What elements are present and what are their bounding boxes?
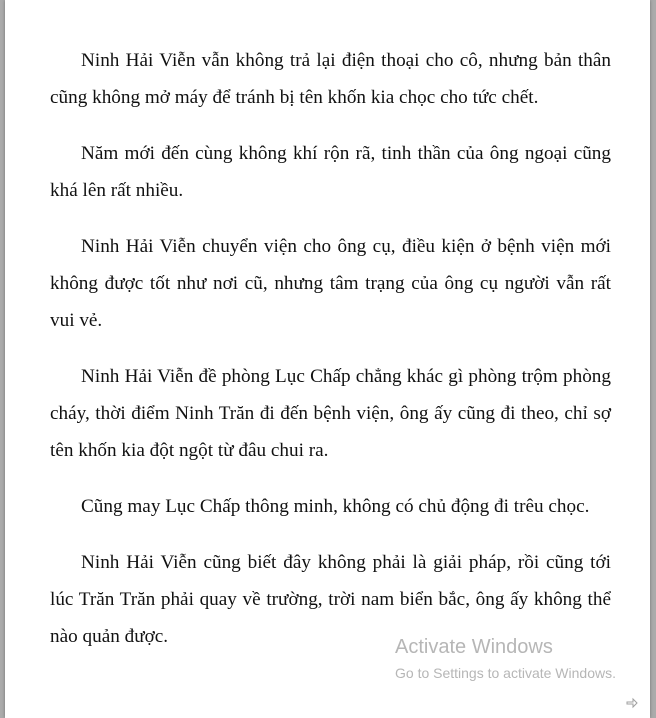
activation-watermark — [395, 634, 616, 684]
page-corner-arrow-icon — [626, 694, 638, 706]
paragraph: Ninh Hải Viễn vẫn không trả lại điện thoại cho cô, nhưng bản thân cũng không mở máy để tránh bị tên khốn kia chọc cho tức chết. — [50, 50, 611, 108]
watermark-subtitle: Go to Settings to activate Windows. — [395, 665, 616, 681]
paragraph: Ninh Hải Viễn cũng biết đây không phải là giải pháp, rồi cũng tới lúc Trăn Trăn phải quay về trường, trời nam biển bắc, ông ấy không thể nào quản được. — [50, 552, 611, 647]
paragraph: Ninh Hải Viễn chuyển viện cho ông cụ, điều kiện ở bệnh viện mới không được tốt như nơi cũ, nhưng tâm trạng của ông cụ người vẫn rất vui vẻ. — [50, 236, 611, 331]
paragraph: Năm mới đến cùng không khí rộn rã, tinh thần của ông ngoại cũng khá lên rất nhiều. — [50, 143, 611, 201]
paragraph: Cũng may Lục Chấp thông minh, không có chủ động đi trêu chọc. — [81, 496, 590, 517]
document-body — [50, 42, 611, 674]
document-page — [5, 0, 650, 718]
paragraph: Ninh Hải Viễn đề phòng Lục Chấp chẳng khác gì phòng trộm phòng cháy, thời điểm Ninh Trăn đi đến bệnh viện, ông ấy cũng đi theo, chỉ sợ tên khốn kia đột ngột từ đâu chui ra. — [50, 366, 611, 461]
watermark-title: Activate Windows — [395, 636, 553, 658]
